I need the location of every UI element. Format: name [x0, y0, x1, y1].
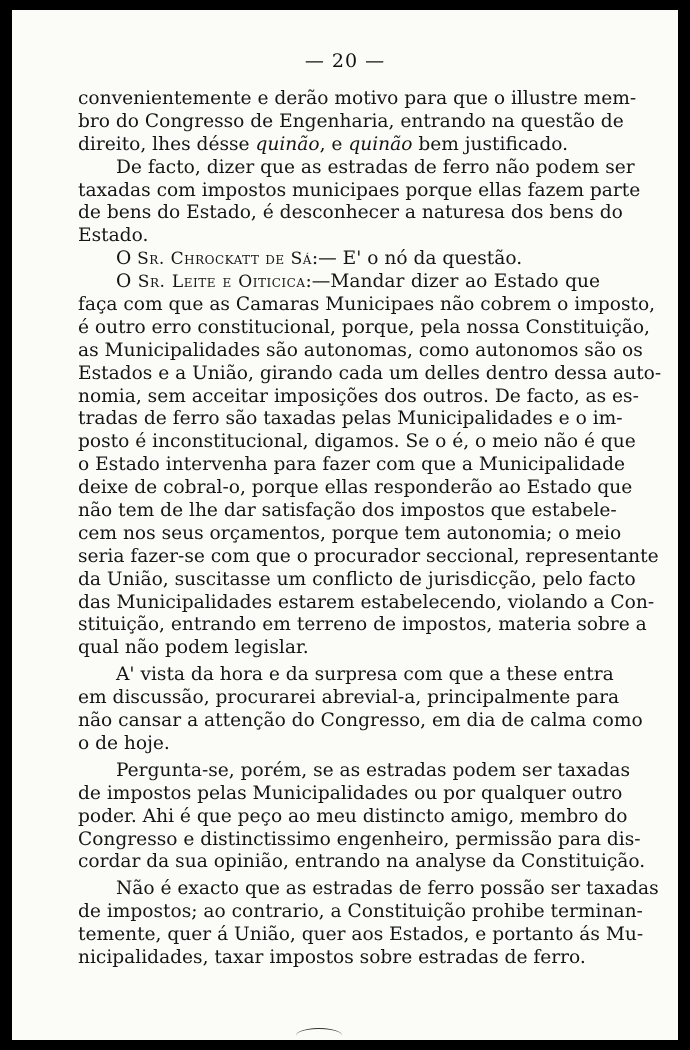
- text-line: poder. Ahi é que peço ao meu distincto amigo, membro do: [78, 805, 628, 827]
- text-line: Congresso e distinctissimo engenheiro, permissão para dis-: [78, 828, 641, 850]
- text-line: convenientemente e derão motivo para que o illustre mem-: [78, 88, 637, 109]
- text-line: nomia, sem acceitar imposições dos outros. De facto, as es-: [78, 385, 639, 407]
- text-line: Estado.: [78, 225, 149, 247]
- text-line: cordar da sua opinião, entrando na analyse da Constituição.: [78, 851, 646, 873]
- text-line: posto é inconstitucional, digamos. Se o é, o meio não é que: [78, 431, 636, 453]
- text-line: A' vista da hora e da surpresa com que a these entra: [116, 664, 614, 686]
- text-line: bro do Congresso de Engenharia, entrando na questão de: [78, 110, 624, 132]
- text-line: não cansar a attenção do Congresso, em dia de calma como: [78, 710, 643, 732]
- page-number: — 20 —: [304, 50, 386, 72]
- printer-ornament: [296, 1028, 342, 1040]
- text-line: Pergunta-se, porém, se as estradas podem ser taxadas: [116, 759, 631, 781]
- text-line: temente, quer á União, quer aos Estados, e portanto ás Mu-: [78, 924, 644, 946]
- book-page: [12, 10, 678, 1040]
- speaker-name: Sr. Chrockatt de Sá: [137, 249, 312, 270]
- text-line: taxadas com impostos municipaes porque ellas fazem parte: [78, 179, 641, 201]
- text-line: o de hoje.: [78, 732, 170, 754]
- text-line: qual não podem legislar.: [78, 637, 309, 659]
- text-line: Estados e a União, girando cada um delles dentro dessa auto-: [78, 362, 662, 384]
- text-line: Não é exacto que as estradas de ferro possão ser taxadas: [116, 878, 659, 900]
- page-body: [78, 88, 662, 970]
- speaker-line: O Sr. Chrockatt de Sá:— E' o nó da questão.: [116, 248, 523, 270]
- text-line: é outro erro constitucional, porque, pela nossa Constituição,: [78, 316, 650, 338]
- text-line: seria fazer-se com que o procurador seccional, representante: [78, 545, 659, 567]
- text-line: não tem de lhe dar satisfação dos impostos que estabele-: [78, 500, 617, 522]
- text-line: em discussão, procurarei abrevial-a, principalmente para: [78, 687, 620, 709]
- text-line: faça com que as Camaras Municipaes não cobrem o imposto,: [78, 294, 656, 316]
- speaker-line: O Sr. Leite e Oiticica:—Mandar dizer ao Estado que: [116, 271, 600, 293]
- text-line: direito, lhes désse quinão, e quinão bem justificado.: [78, 133, 569, 155]
- text-line: as Municipalidades são autonomas, como autonomos são os: [78, 339, 643, 361]
- text-line: o Estado intervenha para fazer com que a Municipalidade: [78, 454, 625, 476]
- text-line: cem nos seus orçamentos, porque tem autonomia; o meio: [78, 522, 622, 544]
- italic-word: quinão: [348, 133, 413, 155]
- text-line: stituição, entrando em terreno de impostos, materia sobre a: [78, 614, 647, 636]
- text-line: deixe de cobral-o, porque ellas responderão ao Estado que: [78, 477, 633, 499]
- text-line: de impostos; ao contrario, a Constituição prohibe terminan-: [78, 901, 643, 923]
- text-line: de impostos pelas Municipalidades ou por qualquer outro: [78, 782, 623, 804]
- text-line: De facto, dizer que as estradas de ferro não podem ser: [116, 156, 635, 178]
- italic-word: quinão: [255, 133, 320, 155]
- text-line: da União, suscitasse um conflicto de jurisdicção, pelo facto: [78, 568, 636, 590]
- text-line: das Municipalidades estarem estabelecendo, violando a Con-: [78, 591, 655, 613]
- speaker-name: Sr. Leite e Oiticica: [137, 272, 306, 293]
- text-line: nicipalidades, taxar impostos sobre estradas de ferro.: [78, 946, 586, 968]
- text-line: de bens do Estado, é desconhecer a naturesa dos bens do: [78, 202, 623, 224]
- text-line: tradas de ferro são taxadas pelas Municipalidades e o im-: [78, 408, 623, 430]
